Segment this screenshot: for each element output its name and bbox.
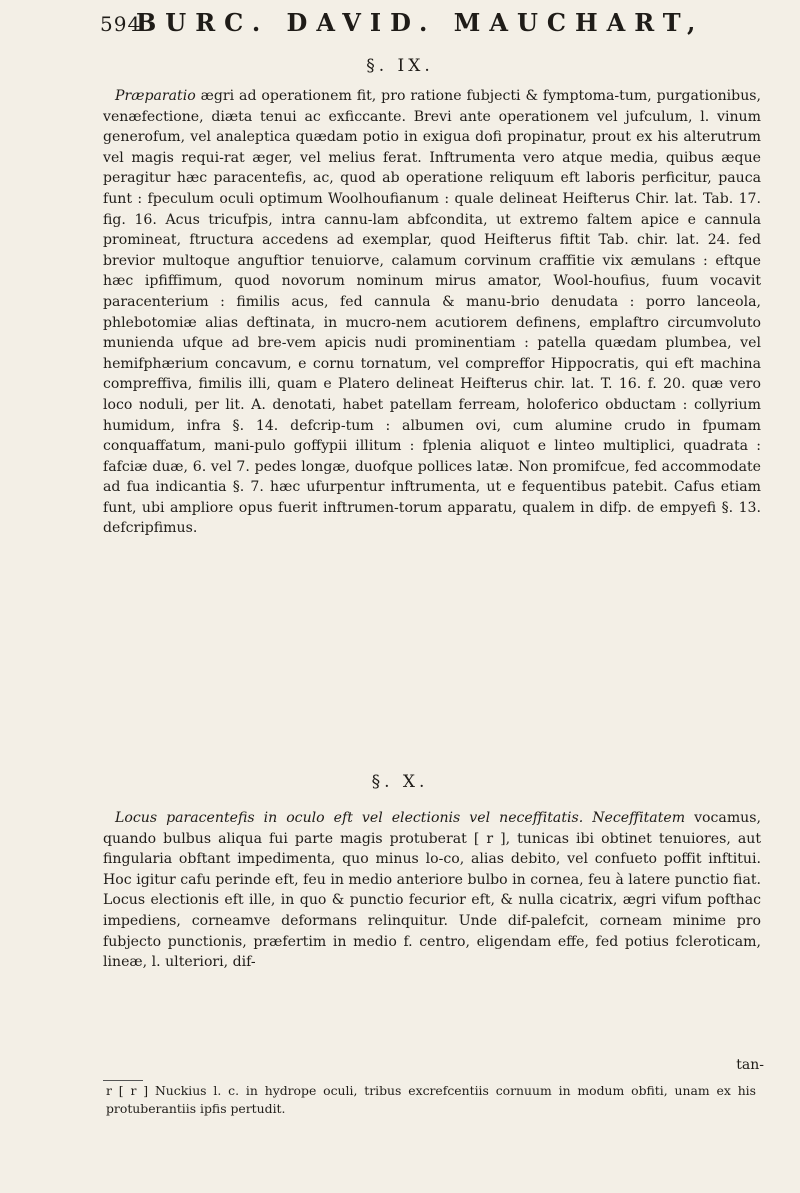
section-x-heading: §. X. xyxy=(371,772,429,792)
section-ix-heading: §. IX. xyxy=(366,56,434,76)
running-head: BURC. DAVID. MAUCHART, xyxy=(136,8,705,37)
footnote: r [ r ] Nuckius l. c. in hydrope oculi, tribus excrefcentiis cornuum in modum obfiti, unam ex his protuberantiis ipfis pertudit. xyxy=(106,1083,756,1116)
section-ix-paragraph xyxy=(103,86,761,539)
catchword: tan- xyxy=(736,1057,764,1073)
page-number: 594 xyxy=(100,12,142,36)
page-header xyxy=(100,8,760,42)
section-x-lead: Locus paracentefis in oculo eft vel electionis vel neceffitatis. Neceffitatem xyxy=(115,810,686,826)
section-x-text: vocamus, quando bulbus aliqua fui parte magis protuberat [ r ], tunicas ibi obtinet tenuiores, aut fingularia obftant impedimenta, quo minus lo-co, alias debito, vel confueto poffit inftitui. Hoc igitur cafu perinde eft, feu in medio anteriore bulbo in cornea, feu à latere punctio fiat. Locus electionis eft ille, in quo & punctio fecurior eft, & nulla cicatrix, ægri vifum pofthac impediens, corneamve deformans relinquitur. Unde dif-palefcit, corneam minime pro fubjecto punctionis, præfertim in medio f. centro, eligendam effe, fed potius fcleroticam, lineæ, l. ulteriori, dif- xyxy=(103,810,761,971)
section-x-paragraph xyxy=(103,808,761,973)
section-ix-lead: Præparatio xyxy=(115,88,196,104)
footnote-rule xyxy=(103,1080,143,1081)
section-ix-text: ægri ad operationem fit, pro ratione fubjecti & fymptoma-tum, purgationibus, venæfectione, diæta tenui ac exficcante. Brevi ante operationem vel jufculum, l. vinum generofum, vel analeptica quædam potio in exigua dofi propinatur, prout ex his alterutrum vel magis requi-rat æger, vel melius ferat. Inftrumenta vero atque media, quibus æque peragitur hæc paracentefis, ac, quod ab operatione reliquum eft laboris perficitur, pauca funt : fpeculum oculi optimum Woolhoufianum : quale delineat Heifterus Chir. lat. Tab. 17. fig. 16. Acus tricufpis, intra cannu-lam abfcondita, ut extremo faltem apice e cannula promineat, ftructura accedens ad exemplar, quod Heifterus fiftit Tab. chir. lat. 24. fed brevior multoque anguftior tenuiorve, calamum corvinum craffitie vix æmulans : eftque hæc ipfiffimum, quod novorum nominum mirus amator, Wool-houfius, fuum vocavit paracenterium : fimilis acus, fed cannula & manu-brio denudata : porro lanceola, phlebotomiæ alias deftinata, in mucro-nem acutiorem definens, emplaftro circumvoluto munienda ufque ad bre-vem apicis nudi prominentiam : patella quædam plumbea, vel hemifphærium concavum, e cornu tornatum, vel compreffor Hippocratis, qui eft machina compreffiva, fimilis illi, quam e Platero delineat Heifterus chir. lat. T. 16. f. 20. quæ vero loco noduli, per lit. A. denotati, habet patellam ferream, holoferico obductam : collyrium humidum, infra §. 14. defcrip-tum : albumen ovi, cum alumine crudo in fpumam conquaffatum, mani-pulo goffypii illitum : fplenia aliquot e linteo multiplici, quadrata : fafciæ duæ, 6. vel 7. pedes longæ, duofque pollices latæ. Non promifcue, fed accommodate ad fua indicantia §. 7. hæc ufurpentur inftrumenta, ut e fequentibus patebit. Cafus etiam funt, ubi ampliore opus fuerit inftrumen-torum apparatu, qualem in difp. de empyefi §. 13. defcripfimus. xyxy=(103,88,761,537)
